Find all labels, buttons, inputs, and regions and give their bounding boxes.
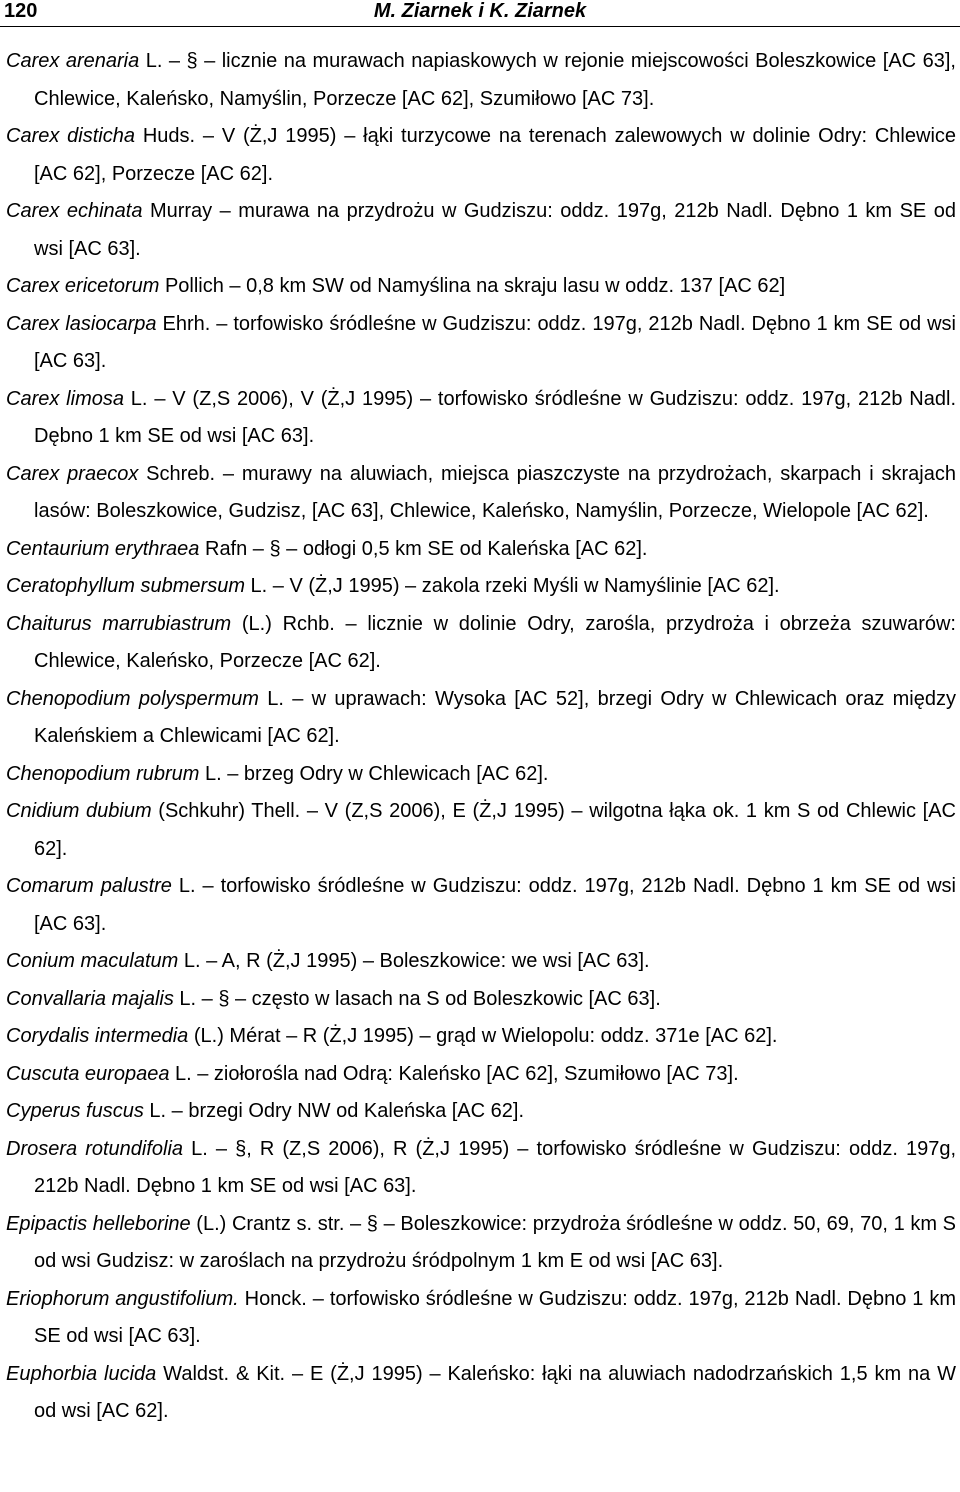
species-entry	[6, 118, 956, 193]
entry-text: Ehrh. – torfowisko śródleśne w Gudziszu: oddz. 197g, 212b Nadl. Dębno 1 km SE od wsi [AC 63].	[34, 312, 956, 372]
species-entry	[6, 268, 956, 306]
entry-text: Murray – murawa na przydrożu w Gudziszu: oddz. 197g, 212b Nadl. Dębno 1 km SE od wsi [AC 63].	[34, 200, 956, 260]
page-header	[0, 0, 960, 27]
entry-text: L. – torfowisko śródleśne w Gudziszu: oddz. 197g, 212b Nadl. Dębno 1 km SE od wsi [AC 63].	[34, 875, 956, 935]
species-entry	[6, 681, 956, 756]
entry-text: (L.) Rchb. – licznie w dolinie Odry, zarośla, przydroża i obrzeża szuwarów: Chlewice, Kaleńsko, Porzecze [AC 62].	[34, 612, 956, 672]
species-entry	[6, 193, 956, 268]
page-number: 120	[4, 0, 38, 22]
species-entry	[6, 756, 956, 794]
species-entry	[6, 531, 956, 569]
species-name: Chenopodium rubrum	[6, 762, 200, 785]
species-name: Carex lasiocarpa	[6, 312, 157, 335]
species-name: Carex echinata	[6, 200, 143, 222]
species-name: Carex limosa	[6, 387, 124, 410]
species-entry	[6, 1281, 956, 1356]
entry-text: L. – § – często w lasach na S od Boleszkowic [AC 63].	[173, 987, 661, 1010]
species-entry	[6, 306, 956, 381]
species-name: Drosera rotundifolia	[6, 1137, 184, 1160]
species-entry	[6, 43, 956, 118]
entry-text: L. – A, R (Ż,J 1995) – Boleszkowice: we wsi [AC 63].	[178, 950, 650, 972]
species-entry	[6, 606, 956, 681]
species-entry	[6, 1356, 956, 1431]
species-name: Corydalis intermedia	[6, 1025, 189, 1047]
entry-text: Pollich – 0,8 km SW od Namyślina na skraju lasu w oddz. 137 [AC 62]	[159, 275, 786, 297]
entry-text: L. – § – licznie na murawach napiaskowych w rejonie miejscowości Boleszkowice [AC 63], Chlewice, Kaleńsko, Namyślin, Porzecze [AC 62], Szumiłowo [AC 73].	[34, 50, 956, 110]
species-entry	[6, 943, 956, 981]
species-name: Convallaria majalis	[6, 987, 174, 1010]
entry-text: Honck. – torfowisko śródleśne w Gudziszu: oddz. 197g, 212b Nadl. Dębno 1 km SE od wsi [AC 63].	[34, 1287, 956, 1347]
species-name: Carex arenaria	[6, 50, 140, 72]
species-entry	[6, 381, 956, 456]
species-name: Chenopodium polyspermum	[6, 687, 259, 710]
species-name: Ceratophyllum submersum	[6, 575, 245, 597]
species-entry	[6, 568, 956, 606]
entry-text: (Schkuhr) Thell. – V (Z,S 2006), E (Ż,J 1995) – wilgotna łąka ok. 1 km S od Chlewic [AC 62].	[34, 800, 956, 860]
species-entry	[6, 1206, 956, 1281]
species-name: Comarum palustre	[6, 875, 172, 897]
species-name: Conium maculatum	[6, 950, 179, 972]
species-entry	[6, 981, 956, 1019]
species-name: Epipactis helleborine	[6, 1212, 191, 1235]
species-name: Carex ericetorum	[6, 275, 160, 297]
entry-text: Waldst. & Kit. – E (Ż,J 1995) – Kaleńsko: łąki na aluwiach nadodrzańskich 1,5 km na W od wsi [AC 62].	[34, 1362, 956, 1422]
species-name: Cyperus fuscus	[6, 1100, 144, 1122]
entry-text: L. – V (Ż,J 1995) – zakola rzeki Myśli w Namyślinie [AC 62].	[244, 575, 780, 597]
entry-text: (L.) Mérat – R (Ż,J 1995) – grąd w Wielopolu: oddz. 371e [AC 62].	[188, 1025, 778, 1047]
species-entry	[6, 1056, 956, 1094]
species-name: Carex disticha	[6, 125, 135, 147]
entry-text: L. – brzeg Odry w Chlewicach [AC 62].	[199, 762, 549, 785]
species-name: Cnidium dubium	[6, 800, 152, 822]
entry-text: L. – w uprawach: Wysoka [AC 52], brzegi Odry w Chlewicach oraz między Kaleńskiem a Chlewicami [AC 62].	[34, 687, 956, 747]
species-entry	[6, 1131, 956, 1206]
entry-text: (L.) Crantz s. str. – § – Boleszkowice: przydroża śródleśne w oddz. 50, 69, 70, 1 km S od wsi Gudzisz: w zaroślach na przydrożu śródpolnym 1 km E od wsi [AC 63].	[34, 1212, 957, 1272]
entry-text: Schreb. – murawy na aluwiach, miejsca piaszczyste na przydrożach, skarpach i skrajach lasów: Boleszkowice, Gudzisz, [AC 63], Chlewice, Kaleńsko, Namyślin, Porzecze, Wielopole [AC 62].	[34, 462, 956, 522]
species-entry	[6, 793, 956, 868]
entry-text: L. – brzegi Odry NW od Kaleńska [AC 62].	[143, 1100, 525, 1122]
species-name: Centaurium erythraea	[6, 537, 200, 560]
entry-text: L. – §, R (Z,S 2006), R (Ż,J 1995) – torfowisko śródleśne w Gudziszu: oddz. 197g, 212b Nadl. Dębno 1 km SE od wsi [AC 63].	[34, 1137, 957, 1197]
species-entry	[6, 868, 956, 943]
species-entry	[6, 1018, 956, 1056]
species-name: Euphorbia lucida	[6, 1362, 157, 1385]
species-name: Cuscuta europaea	[6, 1062, 170, 1085]
entry-text: Huds. – V (Ż,J 1995) – łąki turzycowe na terenach zalewowych w dolinie Odry: Chlewice [AC 62], Porzecze [AC 62].	[34, 125, 957, 185]
entry-text: Rafn – § – odłogi 0,5 km SE od Kaleńska [AC 62].	[199, 537, 648, 560]
species-name: Carex praecox	[6, 462, 139, 485]
running-head: M. Ziarnek i K. Ziarnek	[373, 0, 587, 22]
entry-text: L. – V (Z,S 2006), V (Ż,J 1995) – torfowisko śródleśne w Gudziszu: oddz. 197g, 212b Nadl. Dębno 1 km SE od wsi [AC 63].	[34, 387, 956, 447]
species-entry	[6, 456, 956, 531]
species-name: Chaiturus marrubiastrum	[6, 612, 232, 635]
species-entry	[6, 1093, 956, 1131]
species-list	[6, 43, 956, 1431]
entry-text: L. – ziołorośla nad Odrą: Kaleńsko [AC 62], Szumiłowo [AC 73].	[169, 1062, 739, 1085]
species-name: Eriophorum angustifolium.	[6, 1287, 239, 1310]
